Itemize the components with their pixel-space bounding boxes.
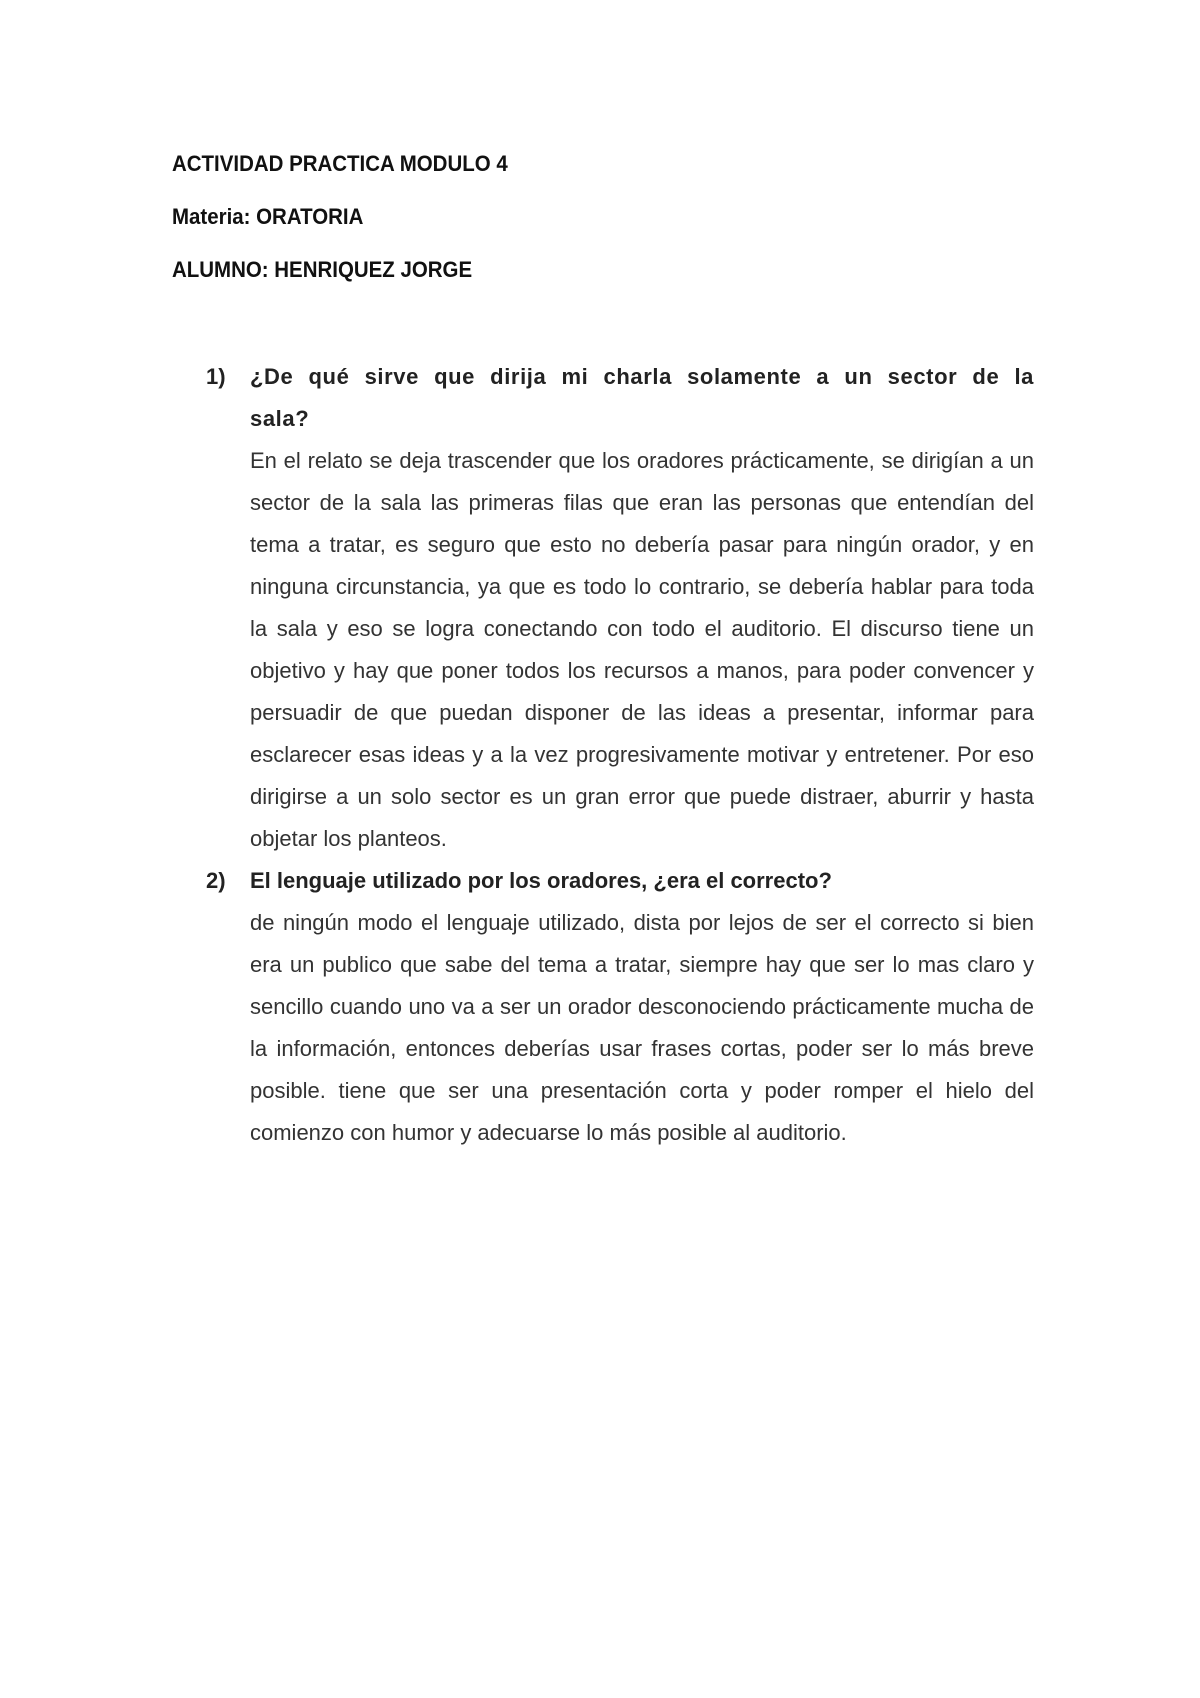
- student-line: ALUMNO: HENRIQUEZ JORGE: [172, 257, 473, 282]
- question-item: [200, 356, 1034, 860]
- question-item: [200, 860, 1034, 1154]
- question-text: El lenguaje utilizado por los oradores, ¿era el correcto?: [250, 868, 832, 893]
- subject-line: Materia: ORATORIA: [172, 204, 364, 229]
- question-list: [200, 356, 1034, 1154]
- question-number: 1): [206, 364, 226, 389]
- answer-text: En el relato se deja trascender que los oradores prácticamente, se dirigían a un sector de la sala las primeras filas que eran las personas que entendían del tema a tratar, es seguro que esto no debería pasar para ningún orador, y en ninguna circunstancia, ya que es todo lo contrario, se debería hablar para toda la sala y eso se logra conectando con todo el auditorio. El discurso tiene un objetivo y hay que poner todos los recursos a manos, para poder convencer y persuadir de que puedan disponer de las ideas a presentar, informar para esclarecer esas ideas y a la vez progresivamente motivar y entretener. Por eso dirigirse a un solo sector es un gran error que puede distraer, aburrir y hasta objetar los planteos.: [250, 448, 1034, 851]
- answer-text: de ningún modo el lenguaje utilizado, dista por lejos de ser el correcto si bien era un publico que sabe del tema a tratar, siempre hay que ser lo mas claro y sencillo cuando uno va a ser un orador desconociendo prácticamente mucha de la información, entonces deberías usar frases cortas, poder ser lo más breve posible. tiene que ser una presentación corta y poder romper el hielo del comienzo con humor y adecuarse lo más posible al auditorio.: [250, 910, 1034, 1145]
- question-text: ¿De qué sirve que dirija mi charla solamente a un sector de la sala?: [250, 364, 1034, 431]
- document-title: ACTIVIDAD PRACTICA MODULO 4: [172, 151, 508, 176]
- question-number: 2): [206, 868, 226, 893]
